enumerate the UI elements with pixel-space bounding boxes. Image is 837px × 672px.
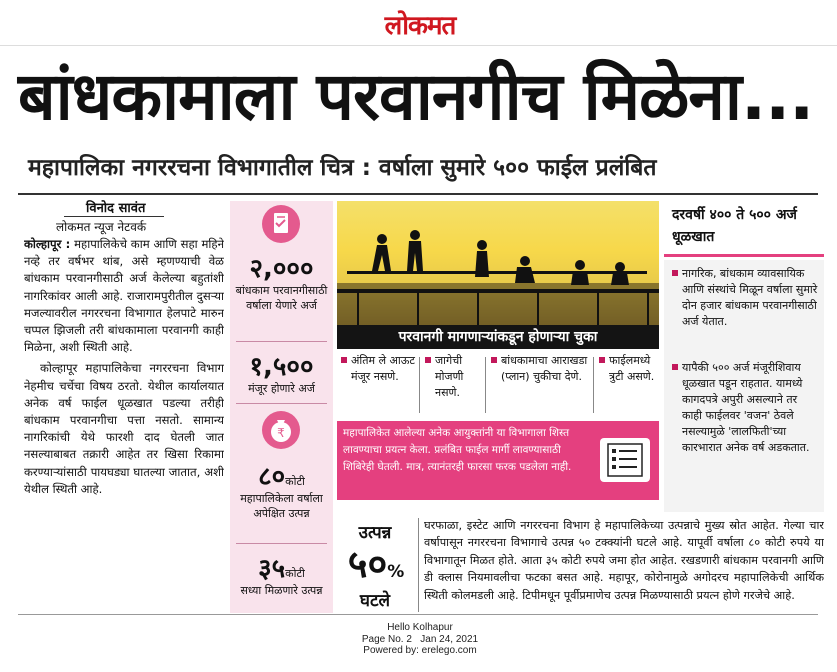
list-item-text: जागेची मोजणी नसणे.	[435, 354, 464, 399]
stat-current-income-value: ३५कोटी	[258, 554, 305, 584]
stat-current-income-label: सध्या मिळणारे उत्पन्न	[240, 584, 323, 597]
bullet-icon	[672, 364, 678, 370]
divider	[485, 357, 486, 413]
list-item	[672, 266, 820, 330]
dateline: कोल्हापूर :	[24, 237, 71, 251]
svg-text:₹: ₹	[277, 426, 285, 440]
stat-approved-value: १,५००	[249, 352, 314, 382]
headline: बांधकामाला परवानगीच मिळेना...	[18, 58, 814, 135]
paragraph-text: महापालिकेचे काम आणि सहा महिने नव्हे तर वर्षभर थांब, असे म्हणण्याची वेळ बांधकाम परवानगीसाठी अर्ज केलेल्या बहुतांशी नागरिकांवर आली आहे. राजारामपुरीतील दुसऱ्या मजल्यावरील नगररचना विभागात हेलपाटे मारुन चप्पल झिजली तरी बांधकामाला परवानगी काही मिळेना, अशी स्थिती आहे.	[24, 237, 224, 355]
list-item	[599, 353, 659, 417]
construction-workers-photo	[337, 201, 659, 325]
income-paragraph: घरफाळा, इस्टेट आणि नगररचना विभाग हे महापालिकेच्या उत्पन्नाचे मुख्य स्रोत आहेत. गेल्या चार वर्षापासून नगररचना विभागाचे उत्पन्न ५० टक्क्यांनी घटले आहे. यापूर्वी वर्षाला ८० कोटी रुपये या विभागातून मिळत होते. आता ३५ कोटी रुपये जमा होत आहेत. रखडणारी बांधकाम परवानगी आणि डी क्लास नियमावलीचा फटका बसत आहे. महापूर, कोरोनामुळे अगोदरच महापालिकेची आर्थिक स्थिती कोलमडली आहे. टिपीमधून पूर्वीप्रमाणेच उत्पन्न मिळण्यासाठी प्रयत्न होणे गरजेचे आहे.	[424, 519, 824, 602]
list-item	[491, 353, 589, 417]
photo-caption: परवानगी मागणाऱ्यांकडून होणाऱ्या चुका	[337, 325, 659, 349]
list-item-text: अंतिम ले आऊट मंजूर नसणे.	[351, 354, 415, 383]
page-footer	[300, 622, 540, 668]
edition-name: Hello Kolhapur	[387, 622, 453, 633]
bottom-rule	[18, 614, 818, 615]
list-item-text: नागरिक, बांधकाम व्यावसायिक आणि संस्थांचे मिळून वर्षाला सुमारे दोन हजार बांधकाम परवानगीसाठी अर्ज येतात.	[682, 267, 818, 328]
stat-unit: कोटी	[285, 475, 305, 488]
value-number: ५०	[347, 542, 388, 586]
income-label-top: उत्पन्न	[358, 523, 392, 543]
money-bag-icon	[262, 411, 300, 449]
page-info	[300, 634, 540, 646]
divider	[593, 357, 594, 413]
income-label-bottom: घटले	[359, 591, 391, 611]
lokmat-logo: लोकमत	[384, 11, 456, 41]
stat-approved-label: मंजूर होणारे अर्ज	[248, 382, 315, 395]
bullet-icon	[599, 357, 605, 363]
stat-applications-value: २,०००	[249, 254, 314, 284]
stat-unit: कोटी	[285, 567, 305, 580]
divider	[236, 403, 327, 404]
document-icon	[262, 205, 300, 243]
powered-by[interactable]: Powered by: erelego.com	[363, 645, 477, 656]
subheadline: महापालिका नगररचना विभागातील चित्र : वर्षाला सुमारे ५०० फाईल प्रलंबित	[28, 155, 657, 181]
list-item-text: फाईलमध्ये त्रुटी असणे.	[609, 354, 655, 383]
list-item-text: बांधकामाचा आराखडा (प्लान) चुकीचा देणे.	[501, 354, 588, 383]
side-box-title: दरवर्षी ४०० ते ५०० अर्ज धूळखात	[672, 207, 797, 245]
byline-rule	[64, 216, 164, 217]
divider	[419, 357, 420, 413]
divider	[236, 341, 327, 342]
info-box-text: महापालिकेत आलेल्या अनेक आयुक्तांनी या विभागाला शिस्त लावण्याचा प्रयत्न केला. प्रलंबित फाईल मार्गी लावण्यासाठी शिबिरेही घेतली. मात्र, त्यानंतरही फारसा फरक पडलेला नाही.	[343, 427, 572, 473]
byline: विनोद सावंत	[86, 201, 146, 216]
percent-sign: %	[387, 562, 405, 582]
income-drop-value	[333, 540, 419, 588]
stat-expected-income-value: ८०कोटी	[258, 462, 305, 492]
list-item-text: यापैकी ५०० अर्ज मंजूरीशिवाय धूळखात पडून राहतात. यामध्ये कागदपत्रे अपुरी असल्याने तर काही फाईलवर 'वजन' ठेवले नसल्यामुळे 'लालफिती'च्या कारभारात अनेक वर्ष अडकतात.	[682, 361, 810, 454]
stat-expected-income-label: महापालिकेला वर्षाला अपेक्षित उत्पन्न	[240, 492, 323, 520]
divider	[236, 543, 327, 544]
stats-column	[230, 201, 333, 613]
divider	[418, 518, 419, 612]
side-box-rule	[664, 254, 824, 257]
issue-date: Jan 24, 2021	[420, 633, 479, 645]
bullet-icon	[672, 270, 678, 276]
news-agency: लोकमत न्यूज नेटवर्क	[56, 220, 147, 234]
list-item	[425, 353, 481, 417]
bullet-icon	[491, 357, 497, 363]
headline-rule	[18, 193, 818, 195]
bullet-icon	[341, 357, 347, 363]
list-item	[672, 360, 820, 456]
list-item	[341, 353, 415, 417]
stat-applications-label: बांधकाम परवानगीसाठी वर्षाला येणारे अर्ज	[235, 284, 328, 312]
bullet-icon	[425, 357, 431, 363]
article-paragraph	[24, 236, 224, 356]
article-body	[24, 236, 224, 614]
checklist-icon	[600, 438, 650, 482]
mistakes-list	[337, 353, 659, 417]
article-paragraph: कोल्हापूर महापालिकेचा नगररचना विभाग नेहमीच चर्चेचा विषय ठरतो. येथील कार्यालयात अनेक वर्ष फाईल धूळखात पडल्या तरीही बांधकाम परवानगीचा पत्ता नसतो. सामान्य नागरिकांची येथे फारशी दाद घेतली जात नसल्याबाबत तक्रारी आहेत तर खिसा रिकामा करण्याऱ्यांसाठी पायघड्या घातल्या जातात, अशी येथील स्थिती आहे.	[24, 361, 224, 496]
page-number: Page No. 2	[361, 633, 412, 645]
